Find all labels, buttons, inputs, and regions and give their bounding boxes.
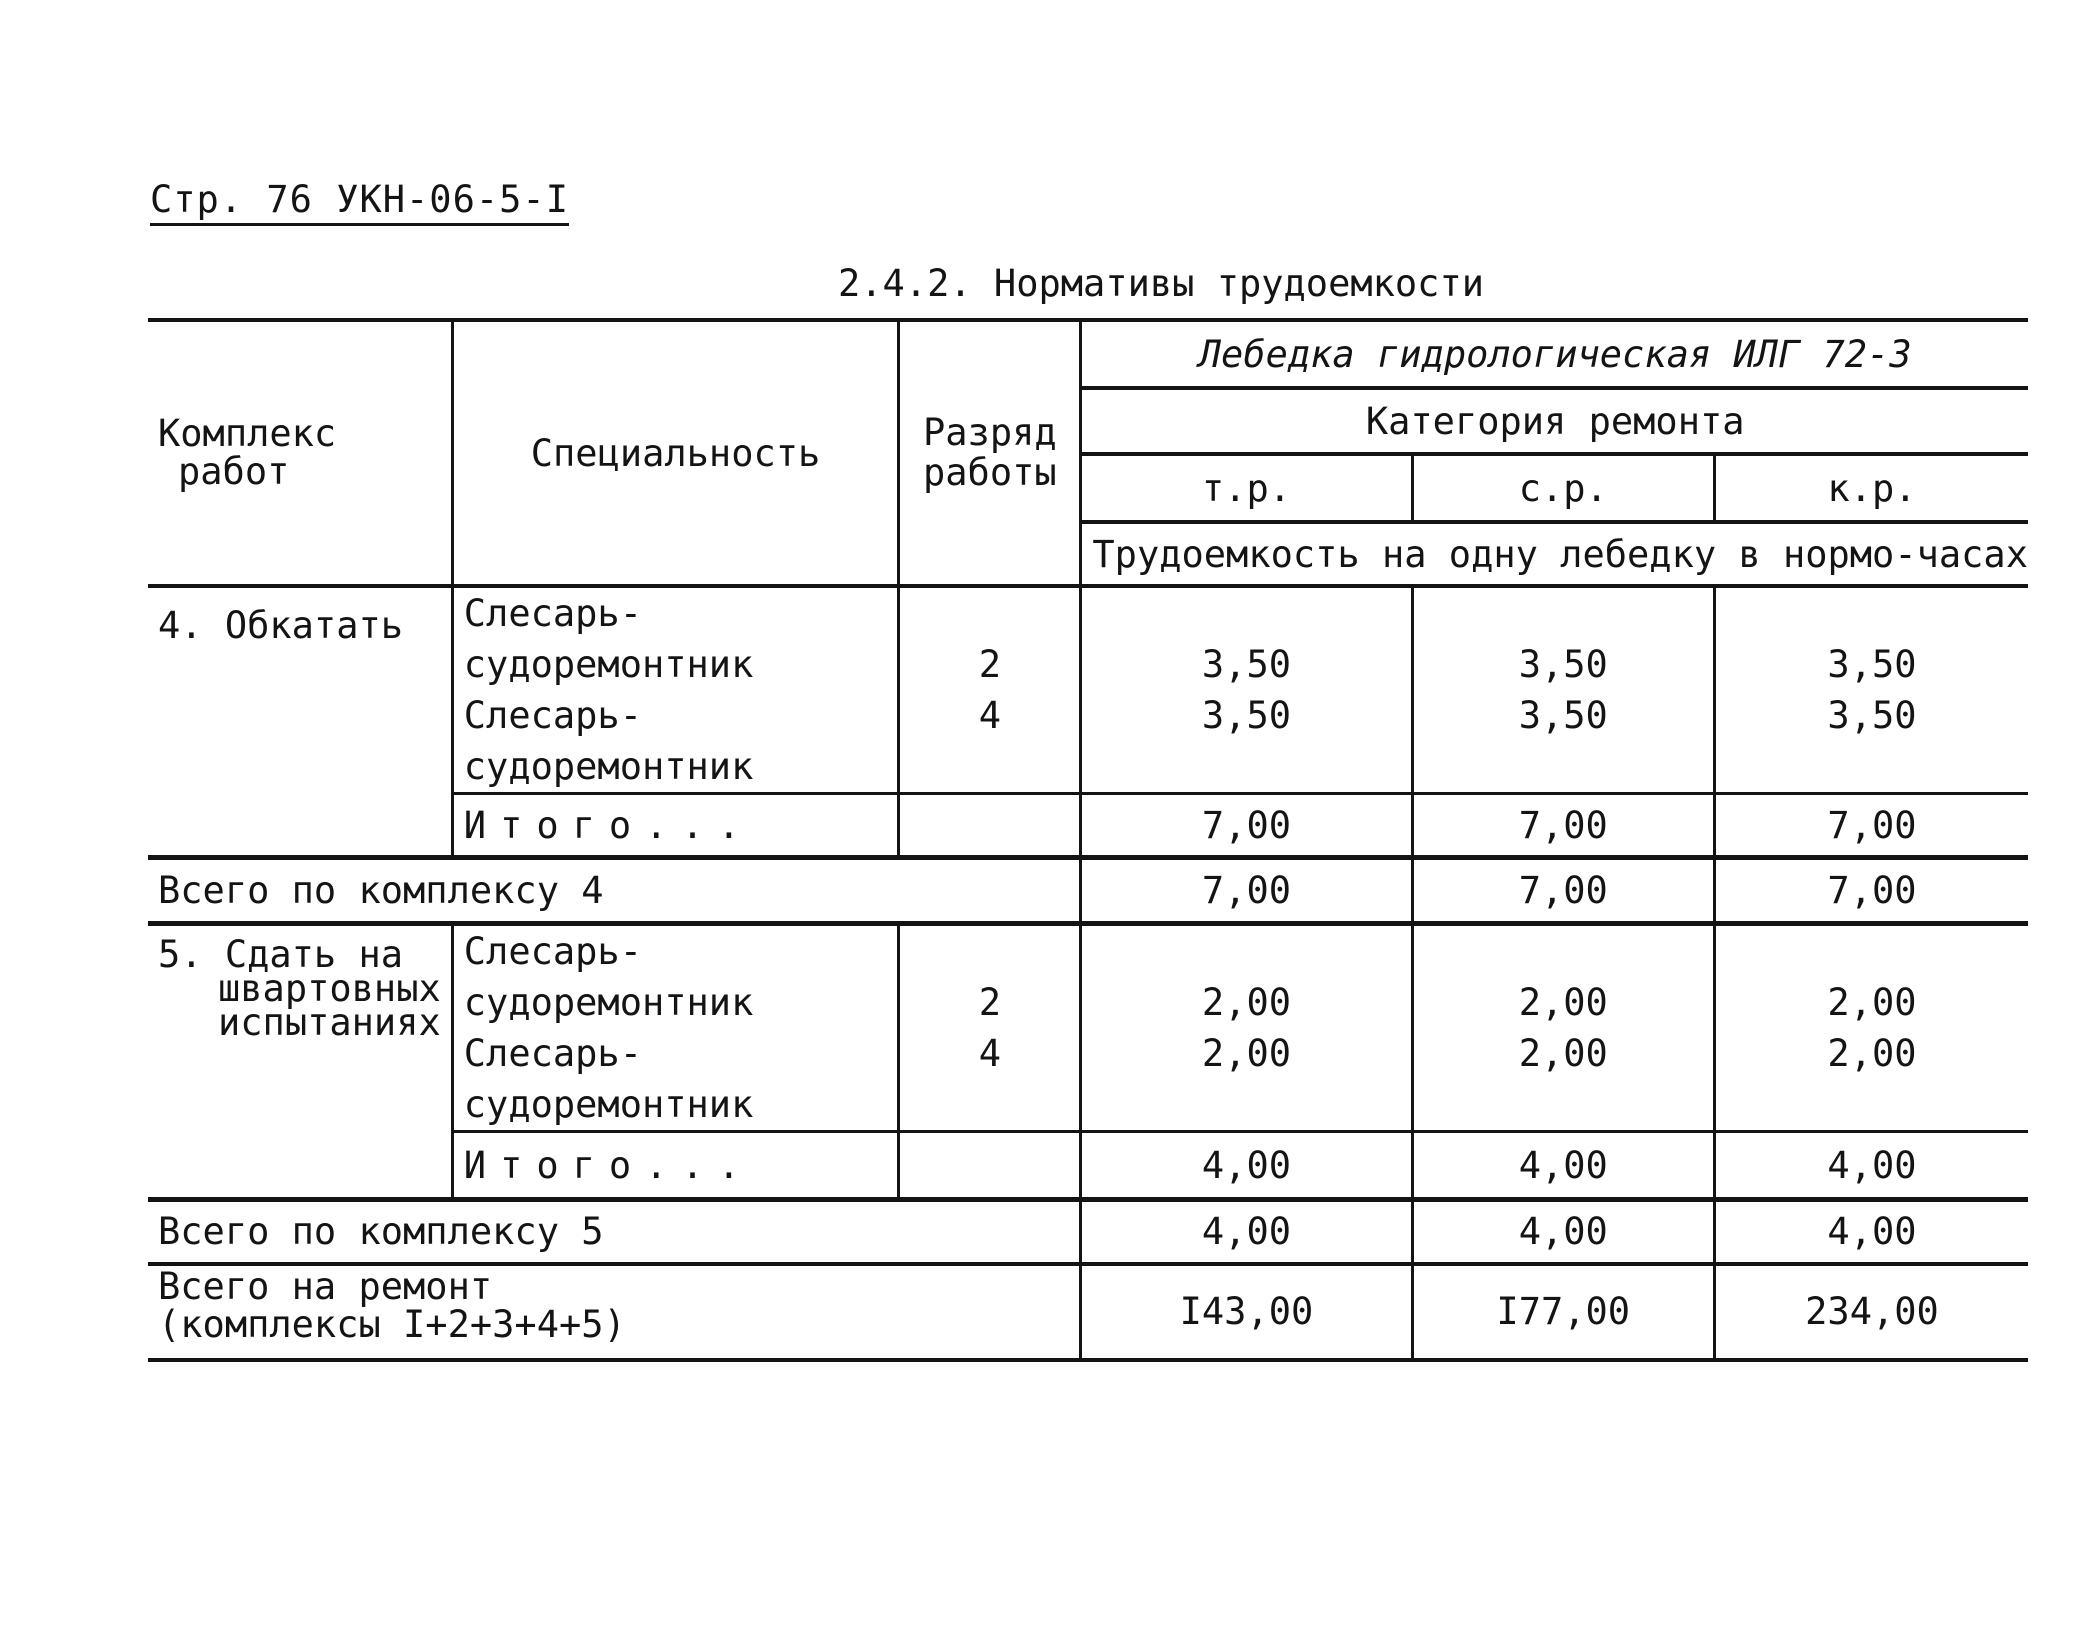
header-units-note: Трудоемкость на одну лебедку в нормо-часах [1081, 522, 2028, 586]
header-specialnost: Специальность [452, 320, 899, 586]
complex-5-row-1-kr: 2,00 [1827, 981, 1917, 1024]
complex-4-row-1-tr: 3,50 [1201, 643, 1292, 686]
complex-5-row-1-specialty: Слесарь-судоремонтник [463, 930, 754, 1024]
complex-4-row-2-specialty: Слесарь-судоремонтник [463, 694, 754, 788]
complex-4-row-1-specialty: Слесарь-судоремонтник [463, 592, 754, 686]
complex-4-name-line-1: 4. Обкатать [158, 604, 404, 647]
complex-4-subtotal-sr: 7,00 [1412, 794, 1714, 858]
complex-4-rows [148, 586, 2028, 794]
complex-5-subtotal-label: Итого... [452, 1132, 899, 1200]
grand-total-grade-empty [899, 1264, 1081, 1360]
complex-5-subtotal-kr: 4,00 [1714, 1132, 2028, 1200]
complex-5-total-sr: 4,00 [1412, 1200, 1714, 1264]
complex-5-rows [148, 924, 2028, 1132]
header-subgroup-title: Категория ремонта [1081, 388, 2028, 454]
grand-total-sr: I77,00 [1412, 1264, 1714, 1360]
header-kompleks-line-2: работ [178, 450, 290, 493]
complex-4-name [148, 586, 452, 858]
complex-5-subtotal-grade-empty [899, 1132, 1081, 1200]
complex-5-tr-values [1081, 924, 1412, 1132]
complex-5-row-2-grade: 4 [978, 1032, 1001, 1075]
complex-4-kr-values [1714, 586, 2028, 794]
complex-4-specialties [452, 586, 899, 794]
complex-5-row-2-kr: 2,00 [1827, 1032, 1917, 1075]
complex-4-subtotal-label: Итого... [452, 794, 899, 858]
complex-4-total-row [148, 858, 2028, 924]
grand-total-tr: I43,00 [1081, 1264, 1412, 1360]
complex-4-subtotal-grade-empty [899, 794, 1081, 858]
complex-4-sr-values [1412, 586, 1714, 794]
complex-5-subtotal-sr: 4,00 [1412, 1132, 1714, 1200]
header-category-tr: т.р. [1081, 454, 1412, 522]
labor-norms-table [148, 318, 2028, 1362]
table-title: 2.4.2. Нормативы трудоемкости [838, 262, 1485, 305]
complex-4-row-2-grade: 4 [978, 694, 1001, 737]
complex-5-kr-values [1714, 924, 2028, 1132]
complex-5-row-1-tr: 2,00 [1201, 981, 1292, 1024]
complex-4-row-2-sr: 3,50 [1518, 694, 1608, 737]
complex-5-total-label: Всего по комплексу 5 [148, 1200, 899, 1264]
header-category-kr: к.р. [1714, 454, 2028, 522]
grand-total-label-line-2: (комплексы I+2+3+4+5) [158, 1302, 626, 1346]
header-razryad-line-2: работы [923, 451, 1057, 494]
complex-4-row-2-tr: 3,50 [1201, 694, 1292, 737]
grand-total-kr: 234,00 [1714, 1264, 2028, 1360]
complex-4-row-1-grade: 2 [978, 643, 1001, 686]
grand-total-label [148, 1264, 899, 1360]
header-group-title: Лебедка гидрологическая ИЛГ 72-3 [1081, 320, 2028, 388]
page-reference: Стр. 76 УКН-06-5-I [150, 178, 569, 226]
header-row-1 [148, 320, 2028, 388]
header-razryad-line-1: Разряд [923, 411, 1057, 454]
complex-4-grades [899, 586, 1081, 794]
complex-5-name-line-1: 5. Сдать на [158, 933, 404, 976]
complex-5-name-line-2: швартовных [218, 967, 441, 1010]
complex-5-row-1-grade: 2 [978, 981, 1001, 1024]
grand-total-label-line-1: Всего на ремонт [158, 1264, 493, 1308]
complex-5-total-tr: 4,00 [1081, 1200, 1412, 1264]
complex-4-total-label: Всего по комплексу 4 [148, 858, 899, 924]
complex-4-row-2-kr: 3,50 [1827, 694, 1917, 737]
header-kompleks [148, 320, 452, 586]
complex-5-total-kr: 4,00 [1714, 1200, 2028, 1264]
complex-5-row-1-sr: 2,00 [1518, 981, 1608, 1024]
complex-5-total-grade-empty [899, 1200, 1081, 1264]
complex-5-name [148, 924, 452, 1200]
complex-4-total-sr: 7,00 [1412, 858, 1714, 924]
complex-4-total-kr: 7,00 [1714, 858, 2028, 924]
complex-5-row-2-tr: 2,00 [1201, 1032, 1292, 1075]
complex-5-row-2-sr: 2,00 [1518, 1032, 1608, 1075]
complex-5-specialties [452, 924, 899, 1132]
complex-4-row-1-kr: 3,50 [1827, 643, 1917, 686]
complex-5-total-row [148, 1200, 2028, 1264]
grand-total-row [148, 1264, 2028, 1360]
complex-5-row-2-specialty: Слесарь-судоремонтник [463, 1032, 754, 1126]
header-razryad [899, 320, 1081, 586]
complex-4-tr-values [1081, 586, 1412, 794]
complex-5-subtotal-tr: 4,00 [1081, 1132, 1412, 1200]
header-kompleks-line-1: Комплекс [158, 412, 337, 455]
complex-5-name-line-3: испытаниях [218, 1001, 441, 1044]
complex-5-grades [899, 924, 1081, 1132]
complex-4-subtotal-tr: 7,00 [1081, 794, 1412, 858]
complex-5-sr-values [1412, 924, 1714, 1132]
complex-4-subtotal-kr: 7,00 [1714, 794, 2028, 858]
complex-4-total-grade-empty [899, 858, 1081, 924]
complex-4-row-1-sr: 3,50 [1518, 643, 1608, 686]
complex-4-total-tr: 7,00 [1081, 858, 1412, 924]
header-category-sr: с.р. [1412, 454, 1714, 522]
